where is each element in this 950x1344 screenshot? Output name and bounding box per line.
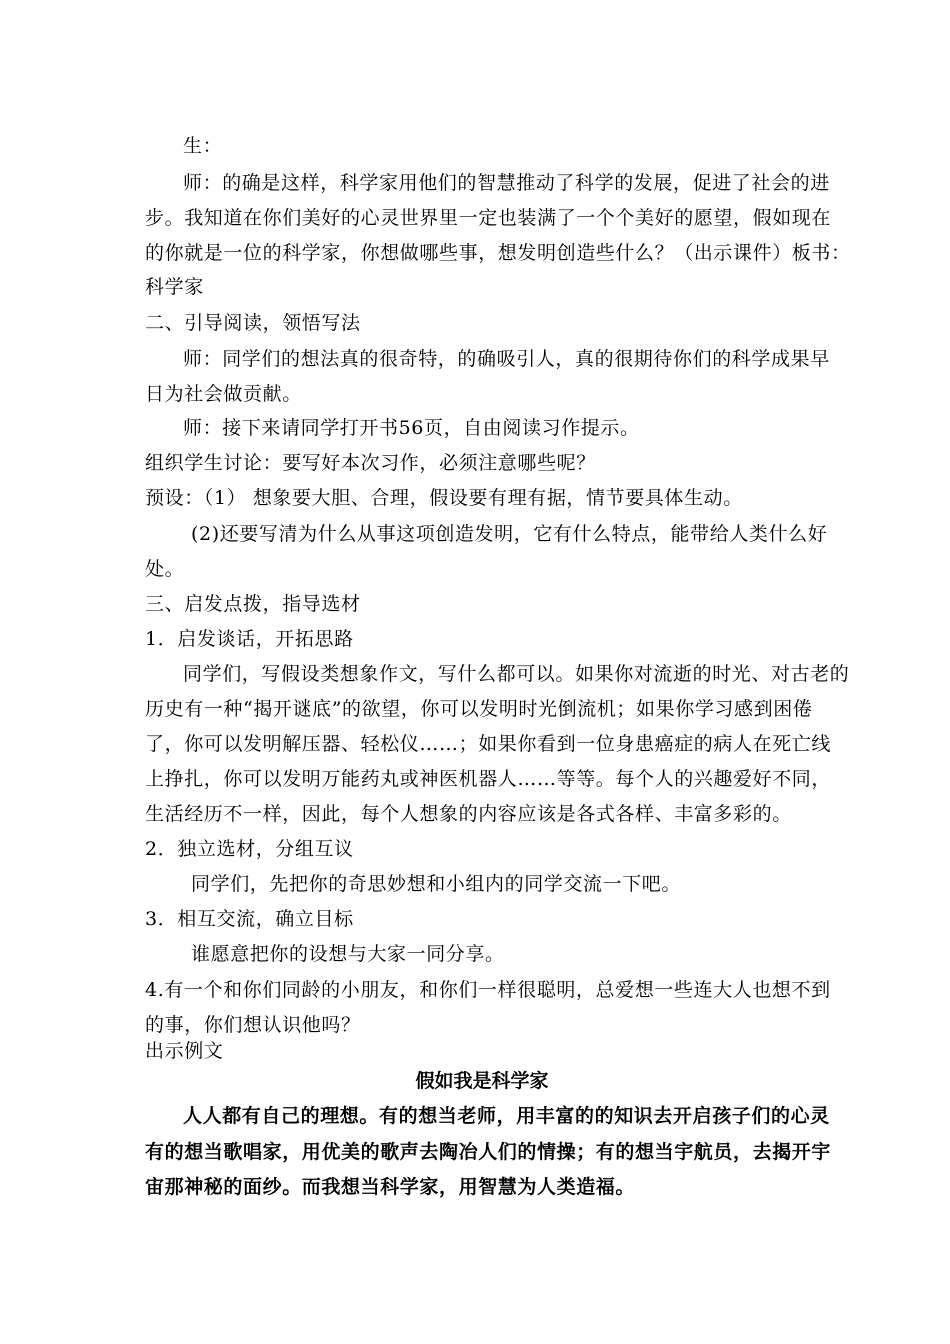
paragraph-line: 步。我知道在你们美好的心灵世界里一定也装满了一个个美好的愿望，假如现在 [145,207,832,229]
paragraph-line: 谁愿意把你的设想与大家一同分享。 [191,943,505,965]
subsection-heading: 2．独立选材，分组互议 [145,838,354,860]
paragraph-line: 师：接下来请同学打开书56页，自由阅读习作提示。 [183,417,640,439]
essay-line: 宙那神秘的面纱。而我想当科学家，用智慧为人类造福。 [145,1176,636,1198]
subsection-heading: 3．相互交流，确立目标 [145,908,354,930]
paragraph-line: 出示例文 [145,1040,224,1062]
paragraph-line: 日为社会做贡献。 [145,383,302,405]
paragraph-line: 处。 [145,558,185,580]
section-heading: 三、启发点拨，指导选材 [145,593,361,615]
paragraph-line: 4.有一个和你们同龄的小朋友，和你们一样很聪明，总爱想一些连大人也想不到 [145,979,831,1001]
paragraph-line: 同学们，写假设类想象作文，写什么都可以。如果你对流逝的时光、对古老的 [183,663,850,685]
paragraph-line: 同学们，先把你的奇思妙想和小组内的同学交流一下吧。 [191,873,682,895]
paragraph-line: (2)还要写清为什么从事这项创造发明，它有什么特点，能带给人类什么好 [191,523,828,545]
subsection-heading: 1．启发谈话，开拓思路 [145,628,354,650]
paragraph-line: 科学家 [145,276,204,298]
paragraph-line: 师：同学们的想法真的很奇特，的确吸引人，真的很期待你们的科学成果早 [183,348,830,370]
paragraph-line: 组织学生讨论：要写好本次习作，必须注意哪些呢？ [145,452,596,474]
paragraph-line: 的你就是一位的科学家，你想做哪些事，想发明创造些什么？（出示课件）板书： [145,242,851,264]
paragraph-line: 师：的确是这样，科学家用他们的智慧推动了科学的发展，促进了社会的进 [183,172,830,194]
essay-title: 假如我是科学家 [415,1070,549,1092]
essay-line: 人人都有自己的理想。有的想当老师，用丰富的的知识去开启孩子们的心灵 [183,1105,830,1127]
section-heading: 二、引导阅读，领悟写法 [145,312,361,334]
paragraph-line: 生活经历不一样，因此，每个人想象的内容应该是各式各样、丰富多彩的。 [145,803,792,825]
paragraph-line: 了，你可以发明解压器、轻松仪……；如果你看到一位身患癌症的病人在死亡线 [145,733,832,755]
essay-line: 有的想当歌唱家，用优美的歌声去陶冶人们的情操；有的想当宇航员，去揭开宇 [145,1141,832,1163]
dialogue-student: 生： [183,135,223,157]
paragraph-line: 预设：（1） 想象要大胆、合理，假设要有理有据，情节要具体生动。 [145,487,743,509]
paragraph-line: 历史有一种“揭开谜底”的欲望，你可以发明时光倒流机；如果你学习感到困倦 [145,698,813,720]
paragraph-line: 的事，你们想认识他吗？ [145,1014,361,1036]
paragraph-line: 上挣扎，你可以发明万能药丸或神医机器人……等等。每个人的兴趣爱好不同， [145,768,832,790]
